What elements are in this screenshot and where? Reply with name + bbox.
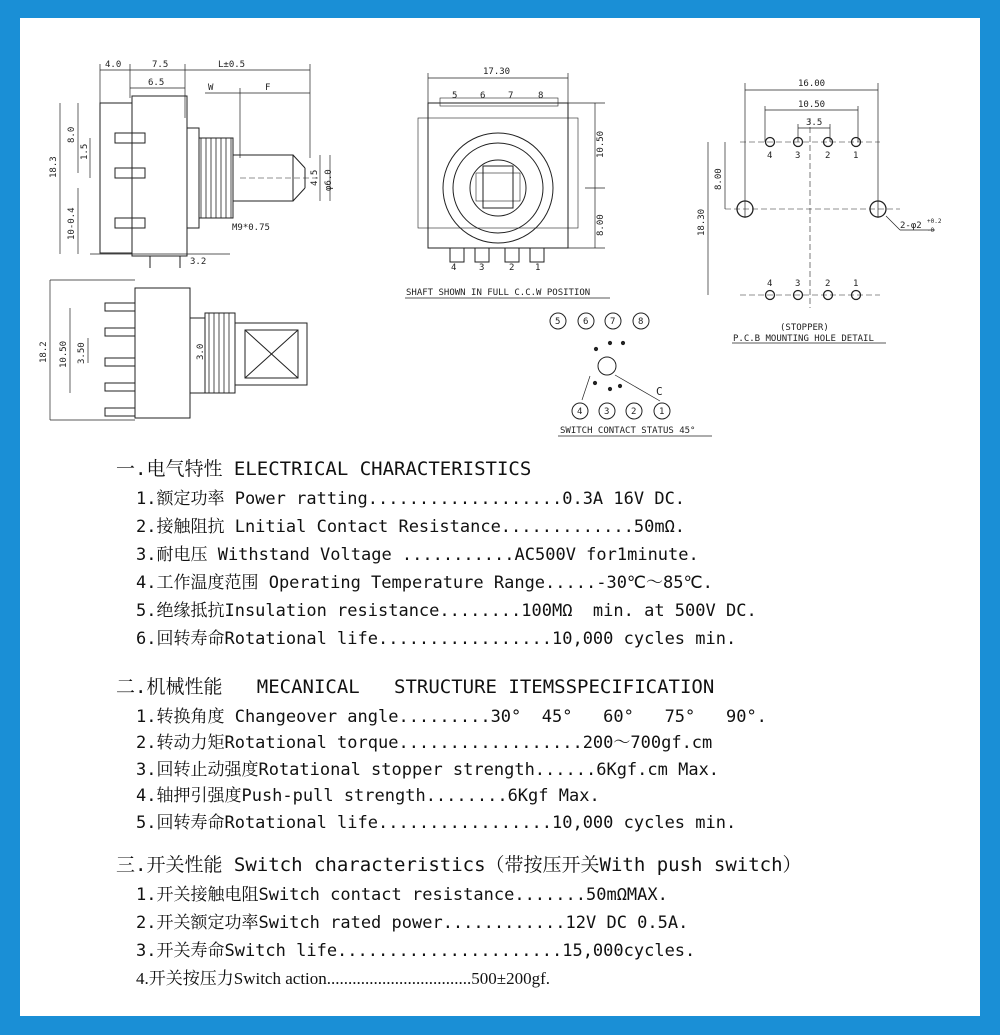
front-pin-7: 7	[508, 91, 514, 101]
switch-item-2: 2.开关额定功率Switch rated power............12V DC 0.5A.	[136, 913, 689, 933]
switch-item-4: 4.开关按压力Switch action..................................500±200gf.	[136, 969, 551, 988]
front-pin-4: 4	[451, 263, 457, 273]
dim-7-5: 7.5	[152, 60, 169, 70]
dim-3-0: 3.0	[196, 343, 206, 360]
sw-3: 3	[604, 407, 610, 417]
mechanical-item-5: 5.回转寿命Rotational life.................10,000 cycles min.	[136, 813, 737, 833]
front-pin-1: 1	[535, 263, 541, 273]
pcb-bottom-pin-4: 4	[767, 279, 773, 289]
pcb-hole-tol-lower: -0	[927, 227, 935, 234]
switch-caption: SWITCH CONTACT STATUS 45°	[560, 426, 696, 436]
pcb-offset: 8.00	[714, 168, 724, 190]
dim-l: L±0.5	[218, 60, 246, 70]
dim-3-2: 3.2	[190, 257, 207, 267]
pcb-width: 16.00	[798, 79, 826, 89]
front-height-bottom: 8.00	[596, 214, 606, 236]
pcb-bottom-pin-2: 2	[825, 279, 831, 289]
pcb-hole: 2-φ2	[900, 221, 922, 231]
dim-4-0: 4.0	[105, 60, 122, 70]
electrical-item-3: 3.耐电压 Withstand Voltage ...........AC500V for1minute.	[136, 545, 699, 565]
pcb-caption-stopper: (STOPPER)	[780, 323, 829, 333]
pcb-caption: P.C.B MOUNTING HOLE DETAIL	[733, 334, 874, 344]
sw-6: 6	[583, 317, 589, 327]
mechanical-item-3: 3.回转止动强度Rotational stopper strength......6Kgf.cm Max.	[136, 760, 720, 780]
pcb-top-pin-3: 3	[795, 151, 801, 161]
electrical-item-5: 5.绝缘抵抗Insulation resistance........100MΩ min. at 500V DC.	[136, 601, 757, 621]
front-height-top: 10.50	[596, 130, 606, 158]
front-pin-6: 6	[480, 91, 486, 101]
front-pin-8: 8	[538, 91, 544, 101]
pcb-inner: 10.50	[798, 100, 826, 110]
pcb-top-pin-2: 2	[825, 151, 831, 161]
dim-1-5: 1.5	[80, 143, 90, 160]
sw-4: 4	[577, 407, 583, 417]
electrical-item-2: 2.接触阻抗 Lnitial Contact Resistance.............50mΩ.	[136, 517, 686, 537]
front-pin-2: 2	[509, 263, 515, 273]
electrical-item-6: 6.回转寿命Rotational life.................10,000 cycles min.	[136, 629, 737, 649]
datasheet-page	[20, 18, 980, 1016]
thread-label: M9*0.75	[232, 223, 270, 233]
front-caption: SHAFT SHOWN IN FULL C.C.W POSITION	[406, 288, 591, 298]
electrical-item-1: 1.额定功率 Power ratting...................0.3A 16V DC.	[136, 489, 686, 509]
sw-2: 2	[631, 407, 637, 417]
dim-f: F	[265, 83, 271, 93]
section-title-switch: 三.开关性能 Switch characteristics（带按压开关With push switch）	[116, 854, 802, 876]
sw-c-label: C	[656, 385, 663, 398]
side-view-drawing	[60, 64, 330, 268]
front-pin-3: 3	[479, 263, 485, 273]
pcb-top-pin-1: 1	[853, 151, 859, 161]
sw-1: 1	[659, 407, 665, 417]
bottom-view-drawing	[50, 280, 307, 420]
sw-7: 7	[610, 317, 616, 327]
technical-drawings	[20, 18, 980, 458]
pcb-bottom-pin-3: 3	[795, 279, 801, 289]
dim-3-50: 3.50	[77, 342, 87, 364]
front-view-drawing	[405, 73, 610, 298]
pcb-bottom-pin-1: 1	[853, 279, 859, 289]
dim-w: W	[208, 83, 214, 93]
sw-8: 8	[638, 317, 644, 327]
electrical-item-4: 4.工作温度范围 Operating Temperature Range.....-30℃～85℃.	[136, 573, 713, 593]
shaft-dia-label: φ6.0	[324, 169, 334, 191]
switch-item-1: 1.开关接触电阻Switch contact resistance.......50mΩMAX.	[136, 885, 668, 905]
section-title-electrical: 一.电气特性 ELECTRICAL CHARACTERISTICS	[116, 458, 532, 480]
dim-8-0: 8.0	[67, 126, 77, 143]
mechanical-item-2: 2.转动力矩Rotational torque..................200～700gf.cm	[136, 733, 713, 753]
switch-contact-diagram	[550, 313, 712, 436]
dim-18-2: 18.2	[39, 341, 49, 363]
mechanical-item-4: 4.轴押引强度Push-pull strength........6Kgf Max.	[136, 786, 600, 806]
switch-item-3: 3.开关寿命Switch life......................15,000cycles.	[136, 941, 696, 961]
pcb-top-pin-4: 4	[767, 151, 773, 161]
front-width: 17.30	[483, 67, 511, 77]
pcb-hole-tol-upper: +0.2	[927, 218, 942, 225]
front-pin-5: 5	[452, 91, 458, 101]
pcb-pitch: 3.5	[806, 118, 823, 128]
dim-18-3: 18.3	[49, 156, 59, 178]
dim-6-5: 6.5	[148, 78, 165, 88]
dim-10-0-4: 10-0.4	[67, 207, 77, 240]
dim-10-50: 10.50	[59, 340, 69, 368]
shaft-flat-label: 4.5	[310, 169, 320, 186]
sw-5: 5	[555, 317, 561, 327]
mechanical-item-1: 1.转换角度 Changeover angle.........30° 45° 60° 75° 90°.	[136, 707, 767, 727]
section-title-mechanical: 二.机械性能 MECANICAL STRUCTURE ITEMSSPECIFICATION	[116, 676, 715, 698]
pcb-height: 18.30	[697, 208, 707, 236]
